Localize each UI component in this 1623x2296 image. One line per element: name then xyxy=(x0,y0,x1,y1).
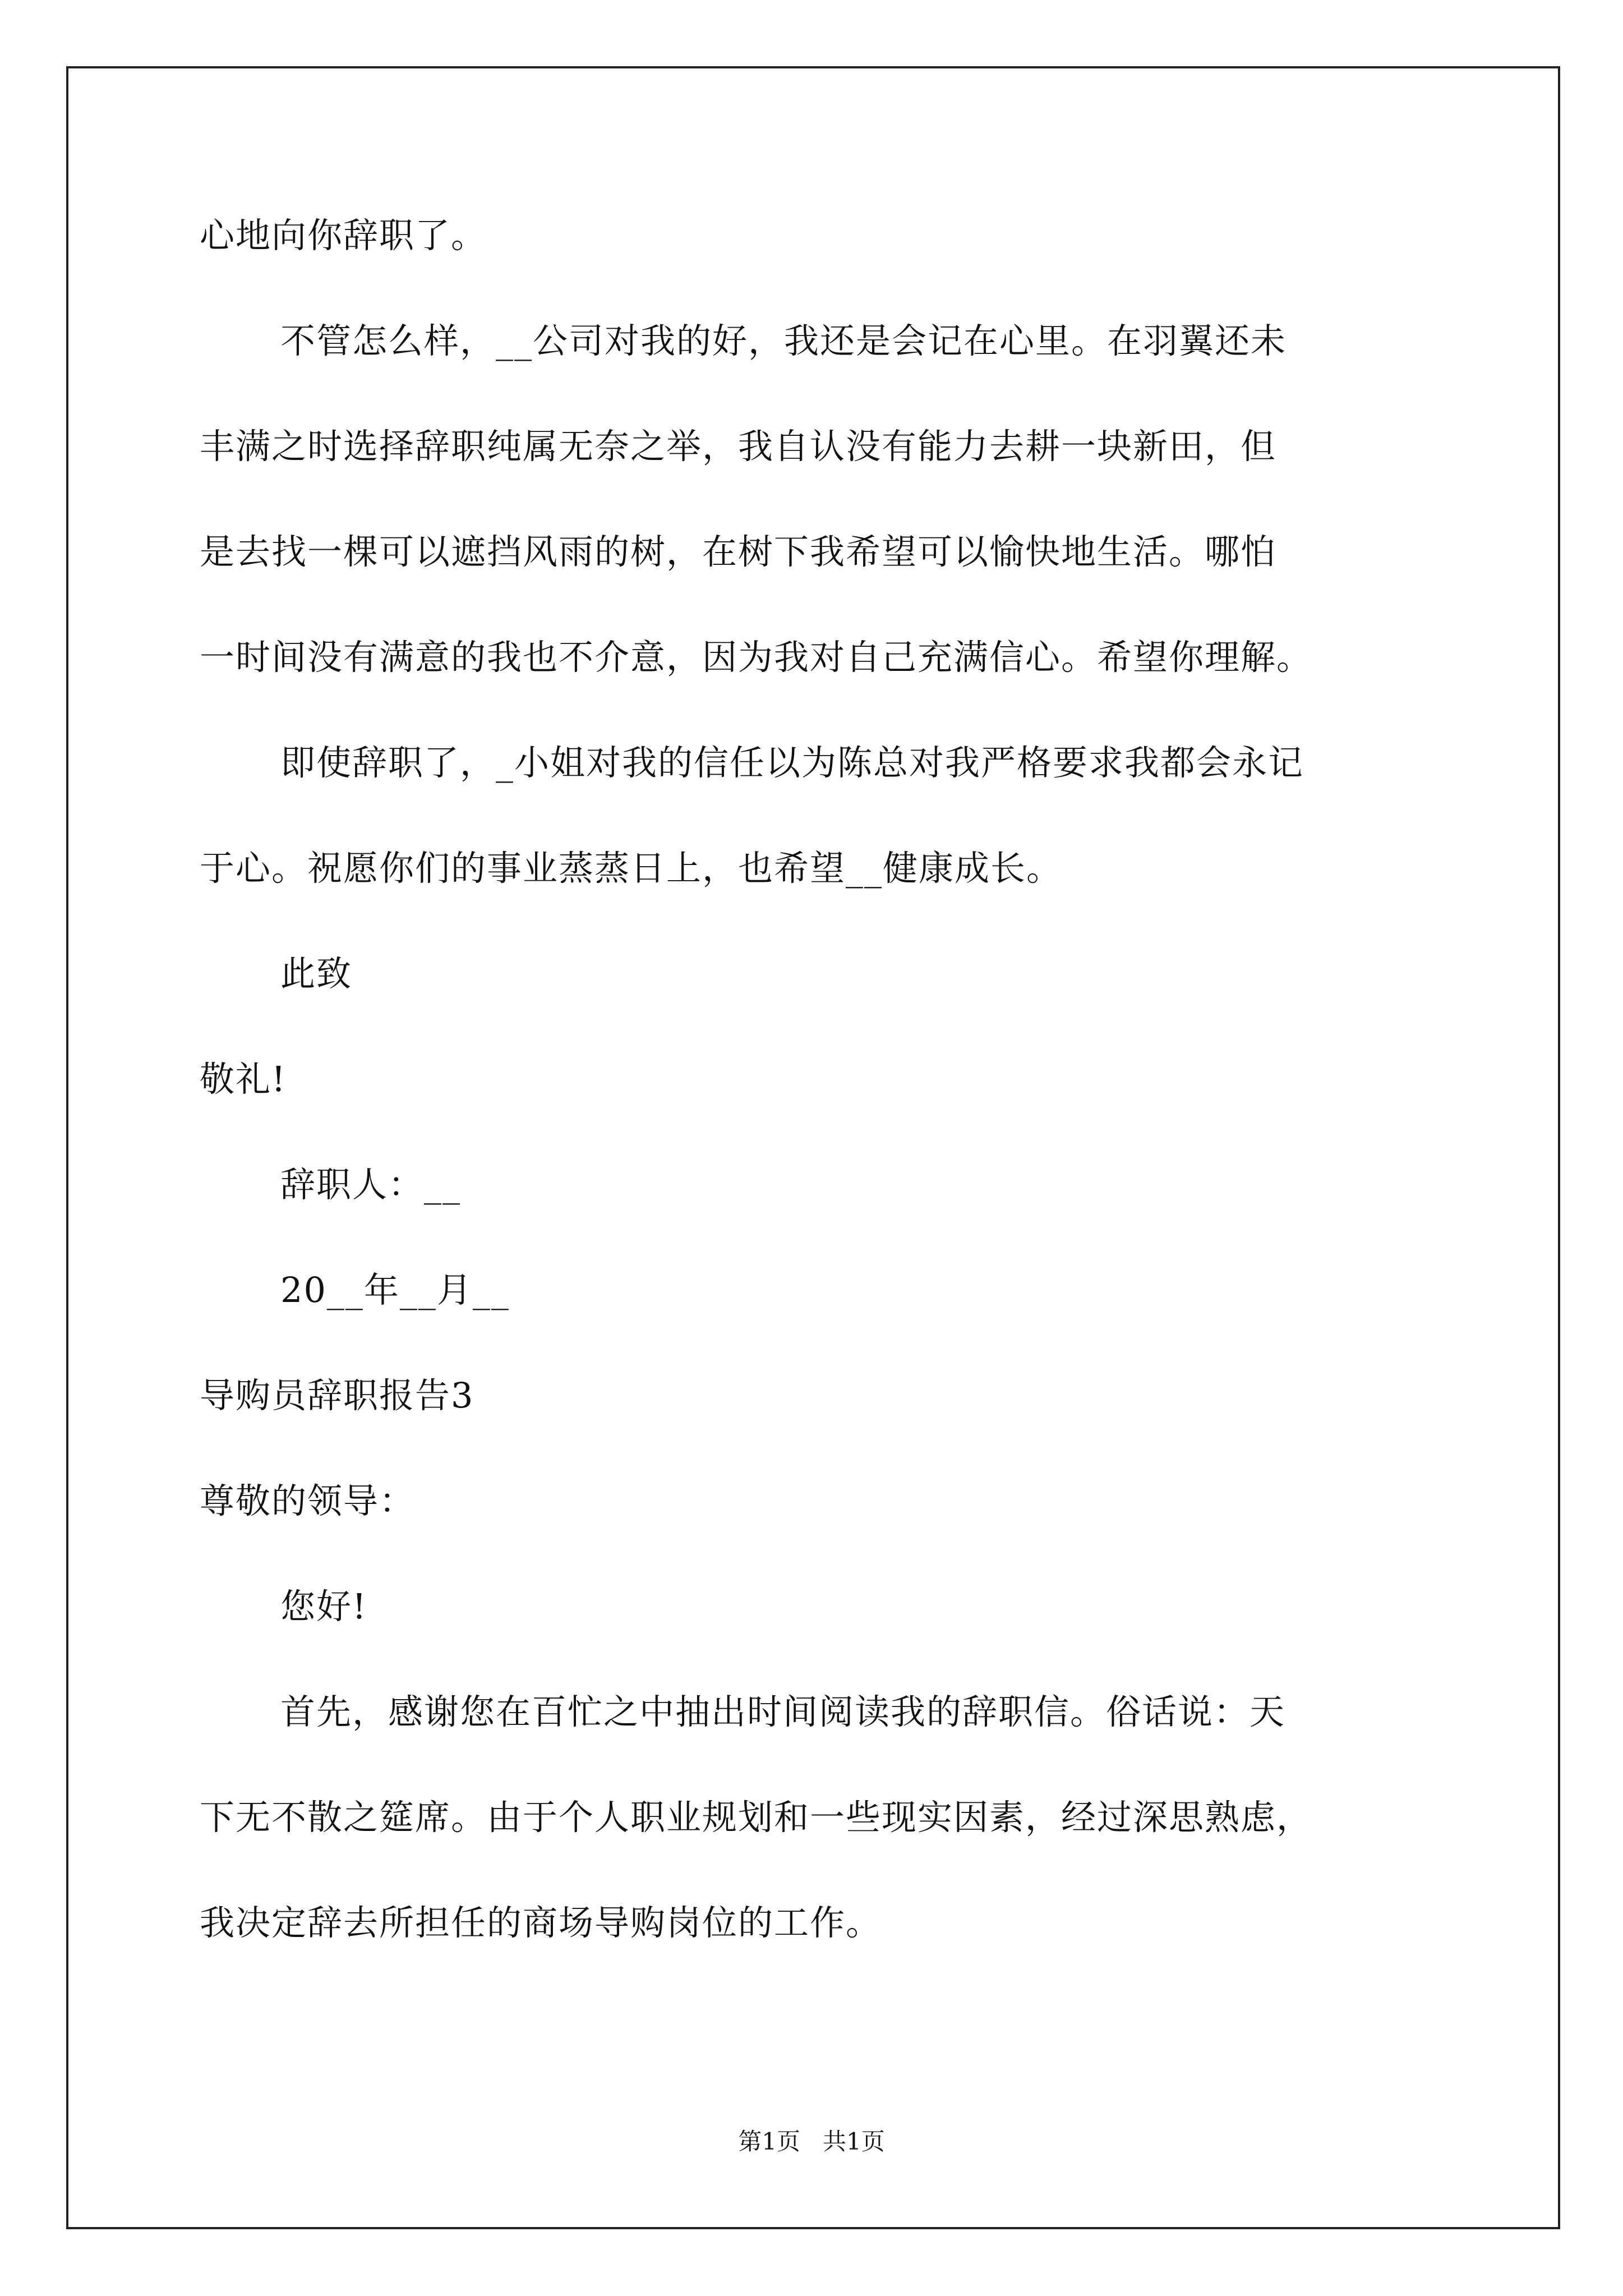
paragraph-line: 即使辞职了，_小姐对我的信任以为陈总对我严格要求我都会永记 xyxy=(280,742,1304,783)
page-footer: 第1页 共1页 xyxy=(738,2128,885,2155)
text-line: 下无不散之筵席。由于个人职业规划和一些现实因素，经过深思熟虑， xyxy=(200,1797,1313,1838)
text-line: 我决定辞去所担任的商场导购岗位的工作。 xyxy=(200,1902,882,1943)
section-title: 导购员辞职报告3 xyxy=(200,1375,474,1416)
paragraph-line: 首先，感谢您在百忙之中抽出时间阅读我的辞职信。俗话说：天 xyxy=(280,1691,1286,1732)
text-line: 于心。祝愿你们的事业蒸蒸日上，也希望__健康成长。 xyxy=(200,848,1063,889)
text-line: 是去找一棵可以遮挡风雨的树，在树下我希望可以愉快地生活。哪怕 xyxy=(200,531,1277,572)
date-line: 20__年__月__ xyxy=(280,1269,510,1310)
greeting-line: 您好! xyxy=(280,1586,367,1627)
text-line: 心地向你辞职了。 xyxy=(200,215,487,256)
greeting-line: 尊敬的领导： xyxy=(200,1480,416,1521)
text-line: 丰满之时选择辞职纯属无奈之举，我自认没有能力去耕一块新田，但 xyxy=(200,426,1277,467)
signature-line: 辞职人：__ xyxy=(280,1164,462,1205)
closing-line: 此致 xyxy=(280,953,353,994)
paragraph-line: 不管怎么样，__公司对我的好，我还是会记在心里。在羽翼还未 xyxy=(280,320,1287,361)
text-line: 一时间没有满意的我也不介意，因为我对自己充满信心。希望你理解。 xyxy=(200,637,1313,678)
salutation-line: 敬礼! xyxy=(200,1059,287,1099)
